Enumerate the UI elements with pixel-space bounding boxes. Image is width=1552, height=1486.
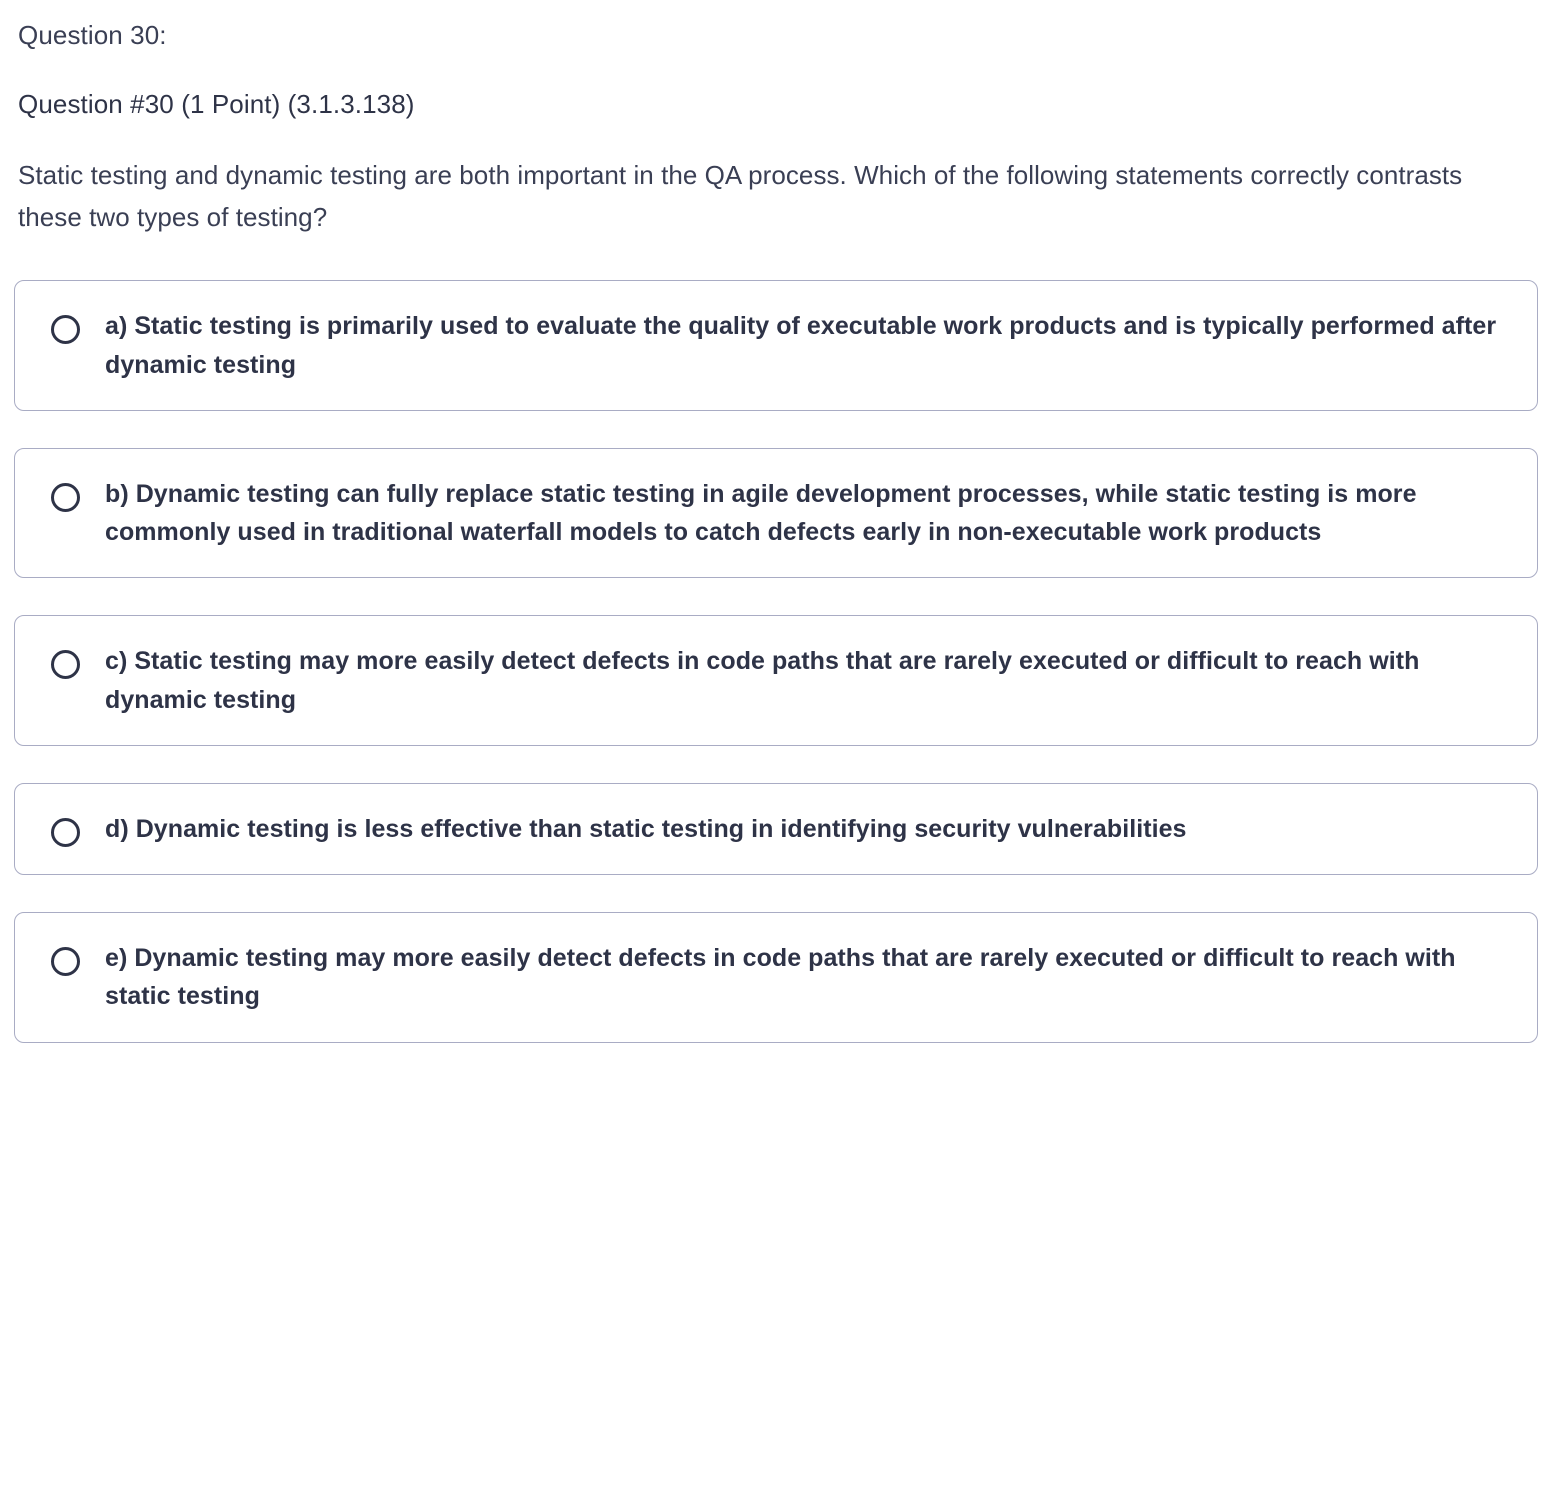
radio-unchecked-icon[interactable] [51,947,80,976]
answer-option-label: e) Dynamic testing may more easily detect defects in code paths that are rarely executed or difficult to reach with static testing [105,944,1456,1011]
answer-option-c[interactable] [14,615,1538,746]
answer-option-b[interactable] [14,448,1538,579]
answer-option-d[interactable] [14,783,1538,875]
answer-option-label: c) Static testing may more easily detect defects in code paths that are rarely executed or difficult to reach with dynamic testing [105,647,1420,714]
answer-option-a[interactable] [14,280,1538,411]
question-number-label: Question 30: [18,20,167,50]
answer-option-label: d) Dynamic testing is less effective than static testing in identifying security vulnerabilities [105,814,1187,843]
radio-unchecked-icon[interactable] [51,650,80,679]
answer-options-list [0,280,1552,1042]
answer-option-label: a) Static testing is primarily used to evaluate the quality of executable work products and is typically performed after dynamic testing [105,312,1497,379]
question-stem-text: Static testing and dynamic testing are both important in the QA process. Which of the following statements correctly contrasts these two types of testing? [18,160,1463,233]
radio-unchecked-icon[interactable] [51,483,80,512]
question-meta-heading: Question #30 (1 Point) (3.1.3.138) [18,89,415,120]
answer-option-e[interactable] [14,912,1538,1043]
answer-option-label: b) Dynamic testing can fully replace static testing in agile development processes, while static testing is more commonly used in traditional waterfall models to catch defects early in non-executable work products [105,479,1417,547]
radio-unchecked-icon[interactable] [51,818,80,847]
radio-unchecked-icon[interactable] [51,315,80,344]
